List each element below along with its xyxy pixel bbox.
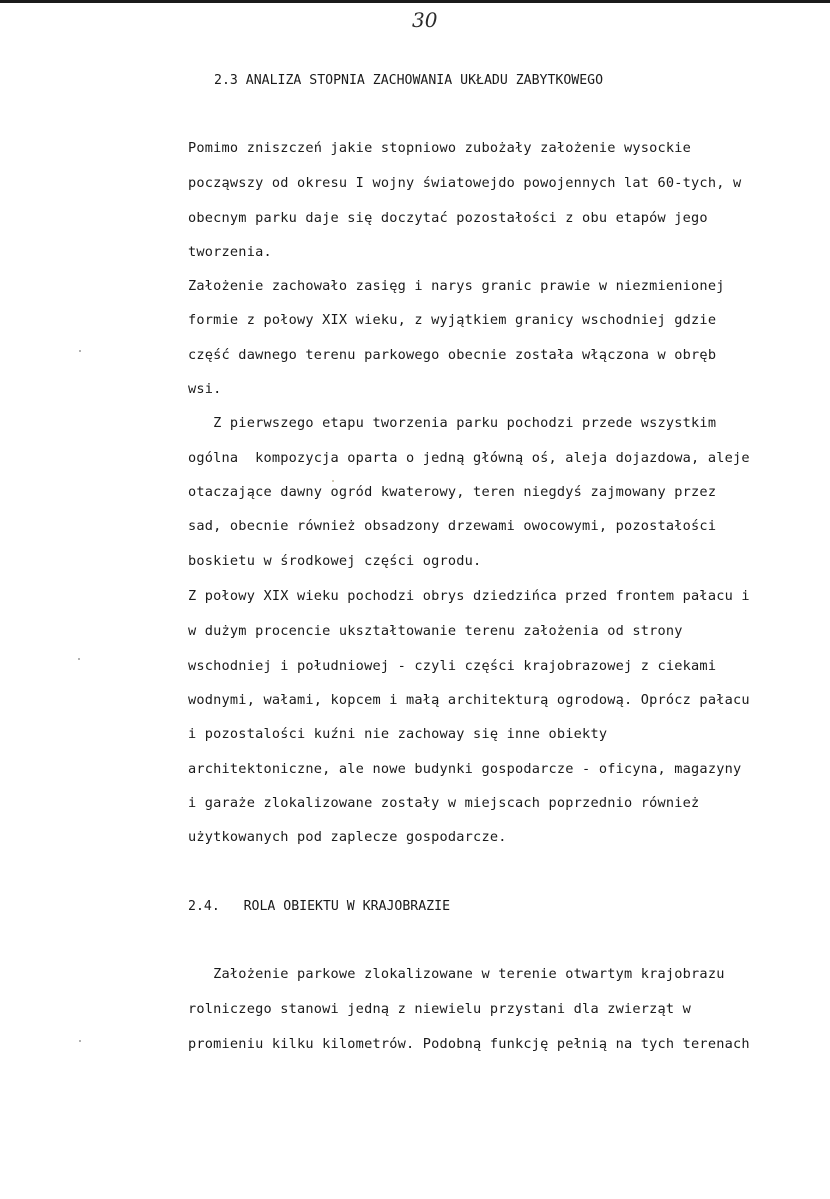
text-line: wschodniej i południowej - czyli części krajobrazowej z ciekami [188,658,717,674]
text-line: użytkowanych pod zaplecze gospodarcze. [188,829,507,845]
scan-top-border [0,0,830,3]
text-line: otaczające dawny ogród kwaterowy, teren niegdyś zajmowany przez [188,484,717,500]
text-line: ogólna kompozycja oparta o jedną główną oś, aleja dojazdowa, aleje [188,450,750,466]
text-line: Pomimo zniszczeń jakie stopniowo zubożały założenie wysockie [188,140,692,156]
scan-speck [79,1040,81,1042]
text-line: formie z połowy XIX wieku, z wyjątkiem granicy wschodniej gdzie [188,312,717,328]
text-line: wsi. [188,381,222,397]
text-line: Założenie parkowe zlokalizowane w terenie otwartym krajobrazu [188,966,725,982]
text-line: Z pierwszego etapu tworzenia parku pochodzi przede wszystkim [188,415,717,431]
page-number: 30 [412,8,438,32]
scan-speck [79,350,81,352]
text-line: obecnym parku daje się doczytać pozostałości z obu etapów jego [188,210,708,226]
text-line: architektoniczne, ale nowe budynki gospodarcze - oficyna, magazyny [188,761,742,777]
text-line: promieniu kilku kilometrów. Podobną funkcję pełnią na tych terenach [188,1036,750,1052]
text-line: część dawnego terenu parkowego obecnie została włączona w obręb [188,347,717,363]
scan-speck [78,658,80,660]
text-line: Z połowy XIX wieku pochodzi obrys dziedzińca przed frontem pałacu i [188,588,750,604]
text-line: i pozostalości kuźni nie zachoway się inne obiekty [188,726,608,742]
text-line: w dużym procencie ukształtowanie terenu założenia od strony [188,623,683,639]
text-line: Założenie zachowało zasięg i narys granic prawie w niezmienionej [188,278,725,294]
text-line: sad, obecnie również obsadzony drzewami owocowymi, pozostałości [188,518,717,534]
text-line: i garaże zlokalizowane zostały w miejscach poprzednio również [188,795,700,811]
text-line: wodnymi, wałami, kopcem i małą architekturą ogrodową. Oprócz pałacu [188,692,750,708]
text-line: rolniczego stanowi jedną z niewielu przystani dla zwierząt w [188,1001,692,1017]
section-heading-2-3: 2.3 ANALIZA STOPNIA ZACHOWANIA UKŁADU ZABYTKOWEGO [214,73,604,88]
section-heading-2-4: 2.4. ROLA OBIEKTU W KRAJOBRAZIE [188,899,451,914]
text-line: boskietu w środkowej części ogrodu. [188,553,482,569]
text-line: tworzenia. [188,244,272,260]
text-line: począwszy od okresu I wojny światowejdo powojennych lat 60-tych, w [188,175,742,191]
scan-speck [332,480,334,482]
